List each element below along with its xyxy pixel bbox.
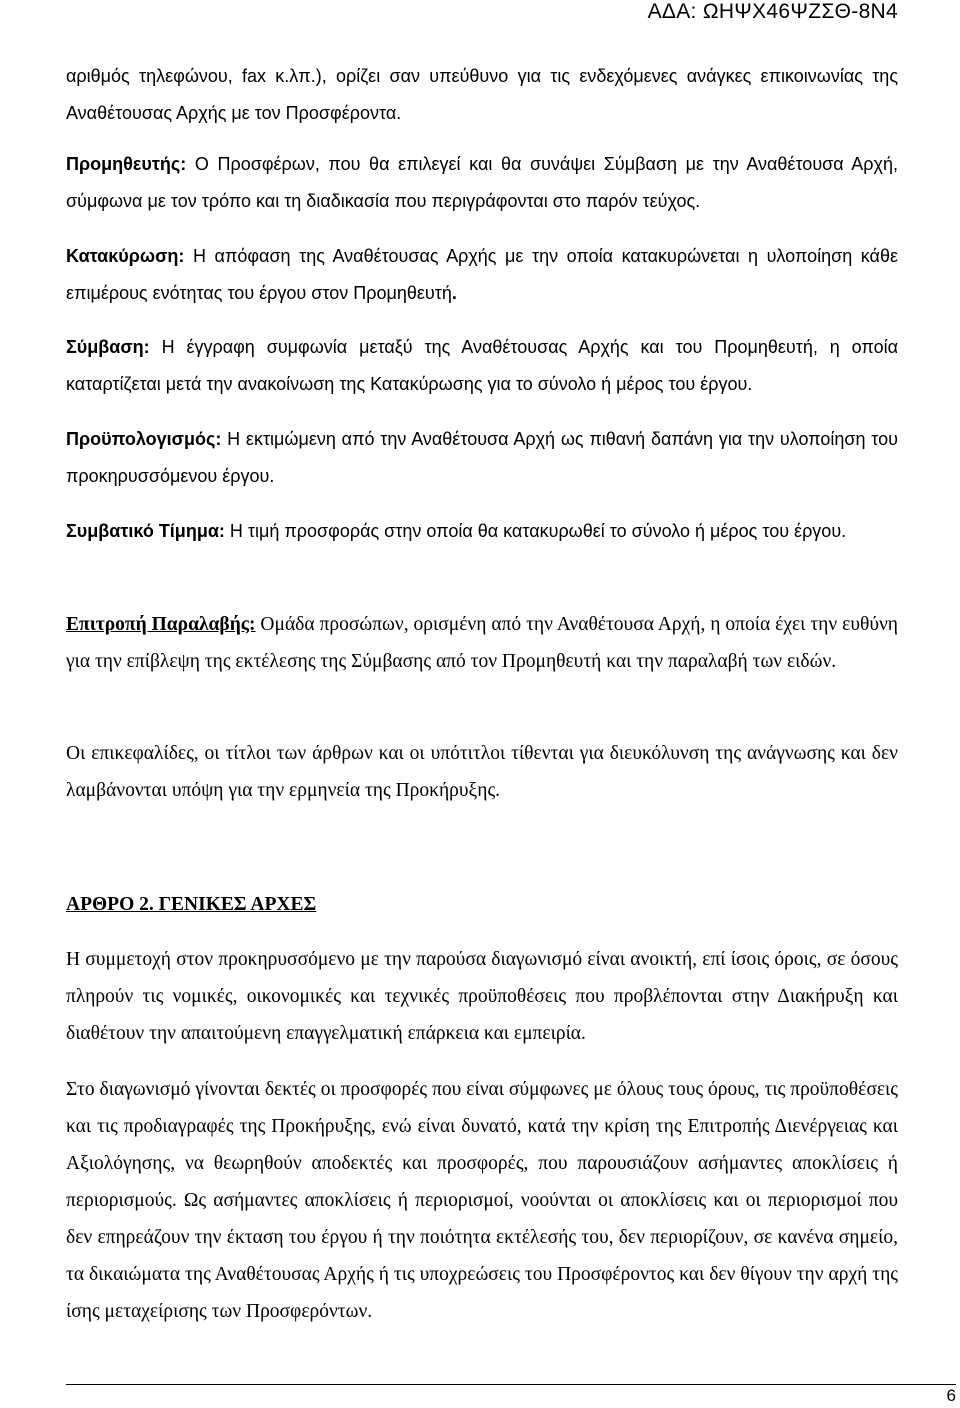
definition-award [66,238,898,312]
article-heading: ΑΡΘΡΟ 2. ΓΕΝΙΚΕΣ ΑΡΧΕΣ [66,894,317,915]
definition-text: Η απόφαση της Αναθέτουσας Αρχής με την οποία κατακυρώνεται η υλοποίηση κάθε επιμέρους ενότητας του έργου στον Προμηθευτή [66,246,898,303]
definition-term: Σύμβαση: [66,337,150,357]
definition-contract [66,329,898,403]
paragraph-participation [66,941,898,1052]
ada-code: ΑΔΑ: ΩΗΨΧ46ΨΖΣΘ-8Ν4 [647,0,898,23]
definition-supplier [66,146,898,220]
footer-divider [66,1384,956,1385]
definition-text: Ο Προσφέρων, που θα επιλεγεί και θα συνάψει Σύμβαση με την Αναθέτουσα Αρχή, σύμφωνα με τον τρόπο και τη διαδικασία που περιγράφονται στο παρόν τεύχος. [66,154,898,211]
definition-text: Η εκτιμώμενη από την Αναθέτουσα Αρχή ως πιθανή δαπάνη για την υλοποίηση του προκηρυσσόμενου έργου. [66,429,898,486]
definition-term: Κατακύρωση: [66,246,185,266]
paragraph-headings-note [66,735,898,809]
paragraph-text: αριθμός τηλεφώνου, fax κ.λπ.), ορίζει σαν υπεύθυνο για τις ενδεχόμενες ανάγκες επικοινωνίας της Αναθέτουσας Αρχής με τον Προσφέροντα. [66,66,898,123]
definition-budget [66,421,898,495]
definition-text: Η έγγραφη συμφωνία μεταξύ της Αναθέτουσας Αρχής και του Προμηθευτή, η οποία καταρτίζεται μετά την ανακοίνωση της Κατακύρωσης για το σύνολο ή μέρος του έργου. [66,337,898,394]
definition-tail: . [451,283,457,303]
paragraph-text: Στο διαγωνισμό γίνονται δεκτές οι προσφορές που είναι σύμφωνες με όλους τους όρους, τις προϋποθέσεις και τις προδιαγραφές της Προκήρυξης, ενώ είναι δυνατό, κατά την κρίση της Επιτροπής Διενέργειας και Αξιολόγησης, να θεωρηθούν αποδεκτές και προσφορές, που παρουσιάζουν ασήμαντες αποκλίσεις ή περιορισμούς. Ως ασήμαντες αποκλίσεις ή περιορισμοί, νοούνται οι αποκλίσεις και οι περιορισμοί που δεν επηρεάζουν την έκταση του έργου ή την ποιότητα εκτέλεσής του, δεν περιορίζουν, σε κανένα σημείο, τα δικαιώματα της Αναθέτουσας Αρχής ή τις υποχρεώσεις του Προσφέροντος και δεν θίγουν την αρχή της ίσης μεταχείρισης των Προσφερόντων. [66,1079,898,1322]
paragraph-text: Η συμμετοχή στον προκηρυσσόμενο με την παρούσα διαγωνισμό είναι ανοικτή, επί ίσοις όροις, σε όσους πληρούν τις νομικές, οικονομικές και τεχνικές προϋποθέσεις που προβλέπονται στην Διακήρυξη και διαθέτουν την απαιτούμενη επαγγελματική επάρκεια και εμπειρία. [66,949,898,1044]
definition-text: Ομάδα προσώπων, ορισμένη από την Αναθέτουσα Αρχή, η οποία έχει την ευθύνη για την επίβλεψη της εκτέλεσης της Σύμβασης από τον Προμηθευτή και την παραλαβή των ειδών. [66,614,898,672]
definition-term: Συμβατικό Τίμημα: [66,521,225,541]
definition-term: Προμηθευτής: [66,154,187,174]
paragraph-text: Οι επικεφαλίδες, οι τίτλοι των άρθρων και οι υπότιτλοι τίθενται για διευκόλυνση της ανάγνωσης και δεν λαμβάνονται υπόψη για την ερμηνεία της Προκήρυξης. [66,743,898,801]
definition-acceptance-committee [66,606,898,680]
definition-text: Η τιμή προσφοράς στην οποία θα κατακυρωθεί το σύνολο ή μέρος του έργου. [224,521,847,541]
definition-term: Προϋπολογισμός: [66,429,222,449]
page-number: 6 [946,1386,956,1405]
definition-term: Επιτροπή Παραλαβής: [66,614,256,635]
paragraph-acceptance [66,1071,898,1330]
definition-contract-price [66,513,898,550]
paragraph-contact-person [66,58,898,132]
